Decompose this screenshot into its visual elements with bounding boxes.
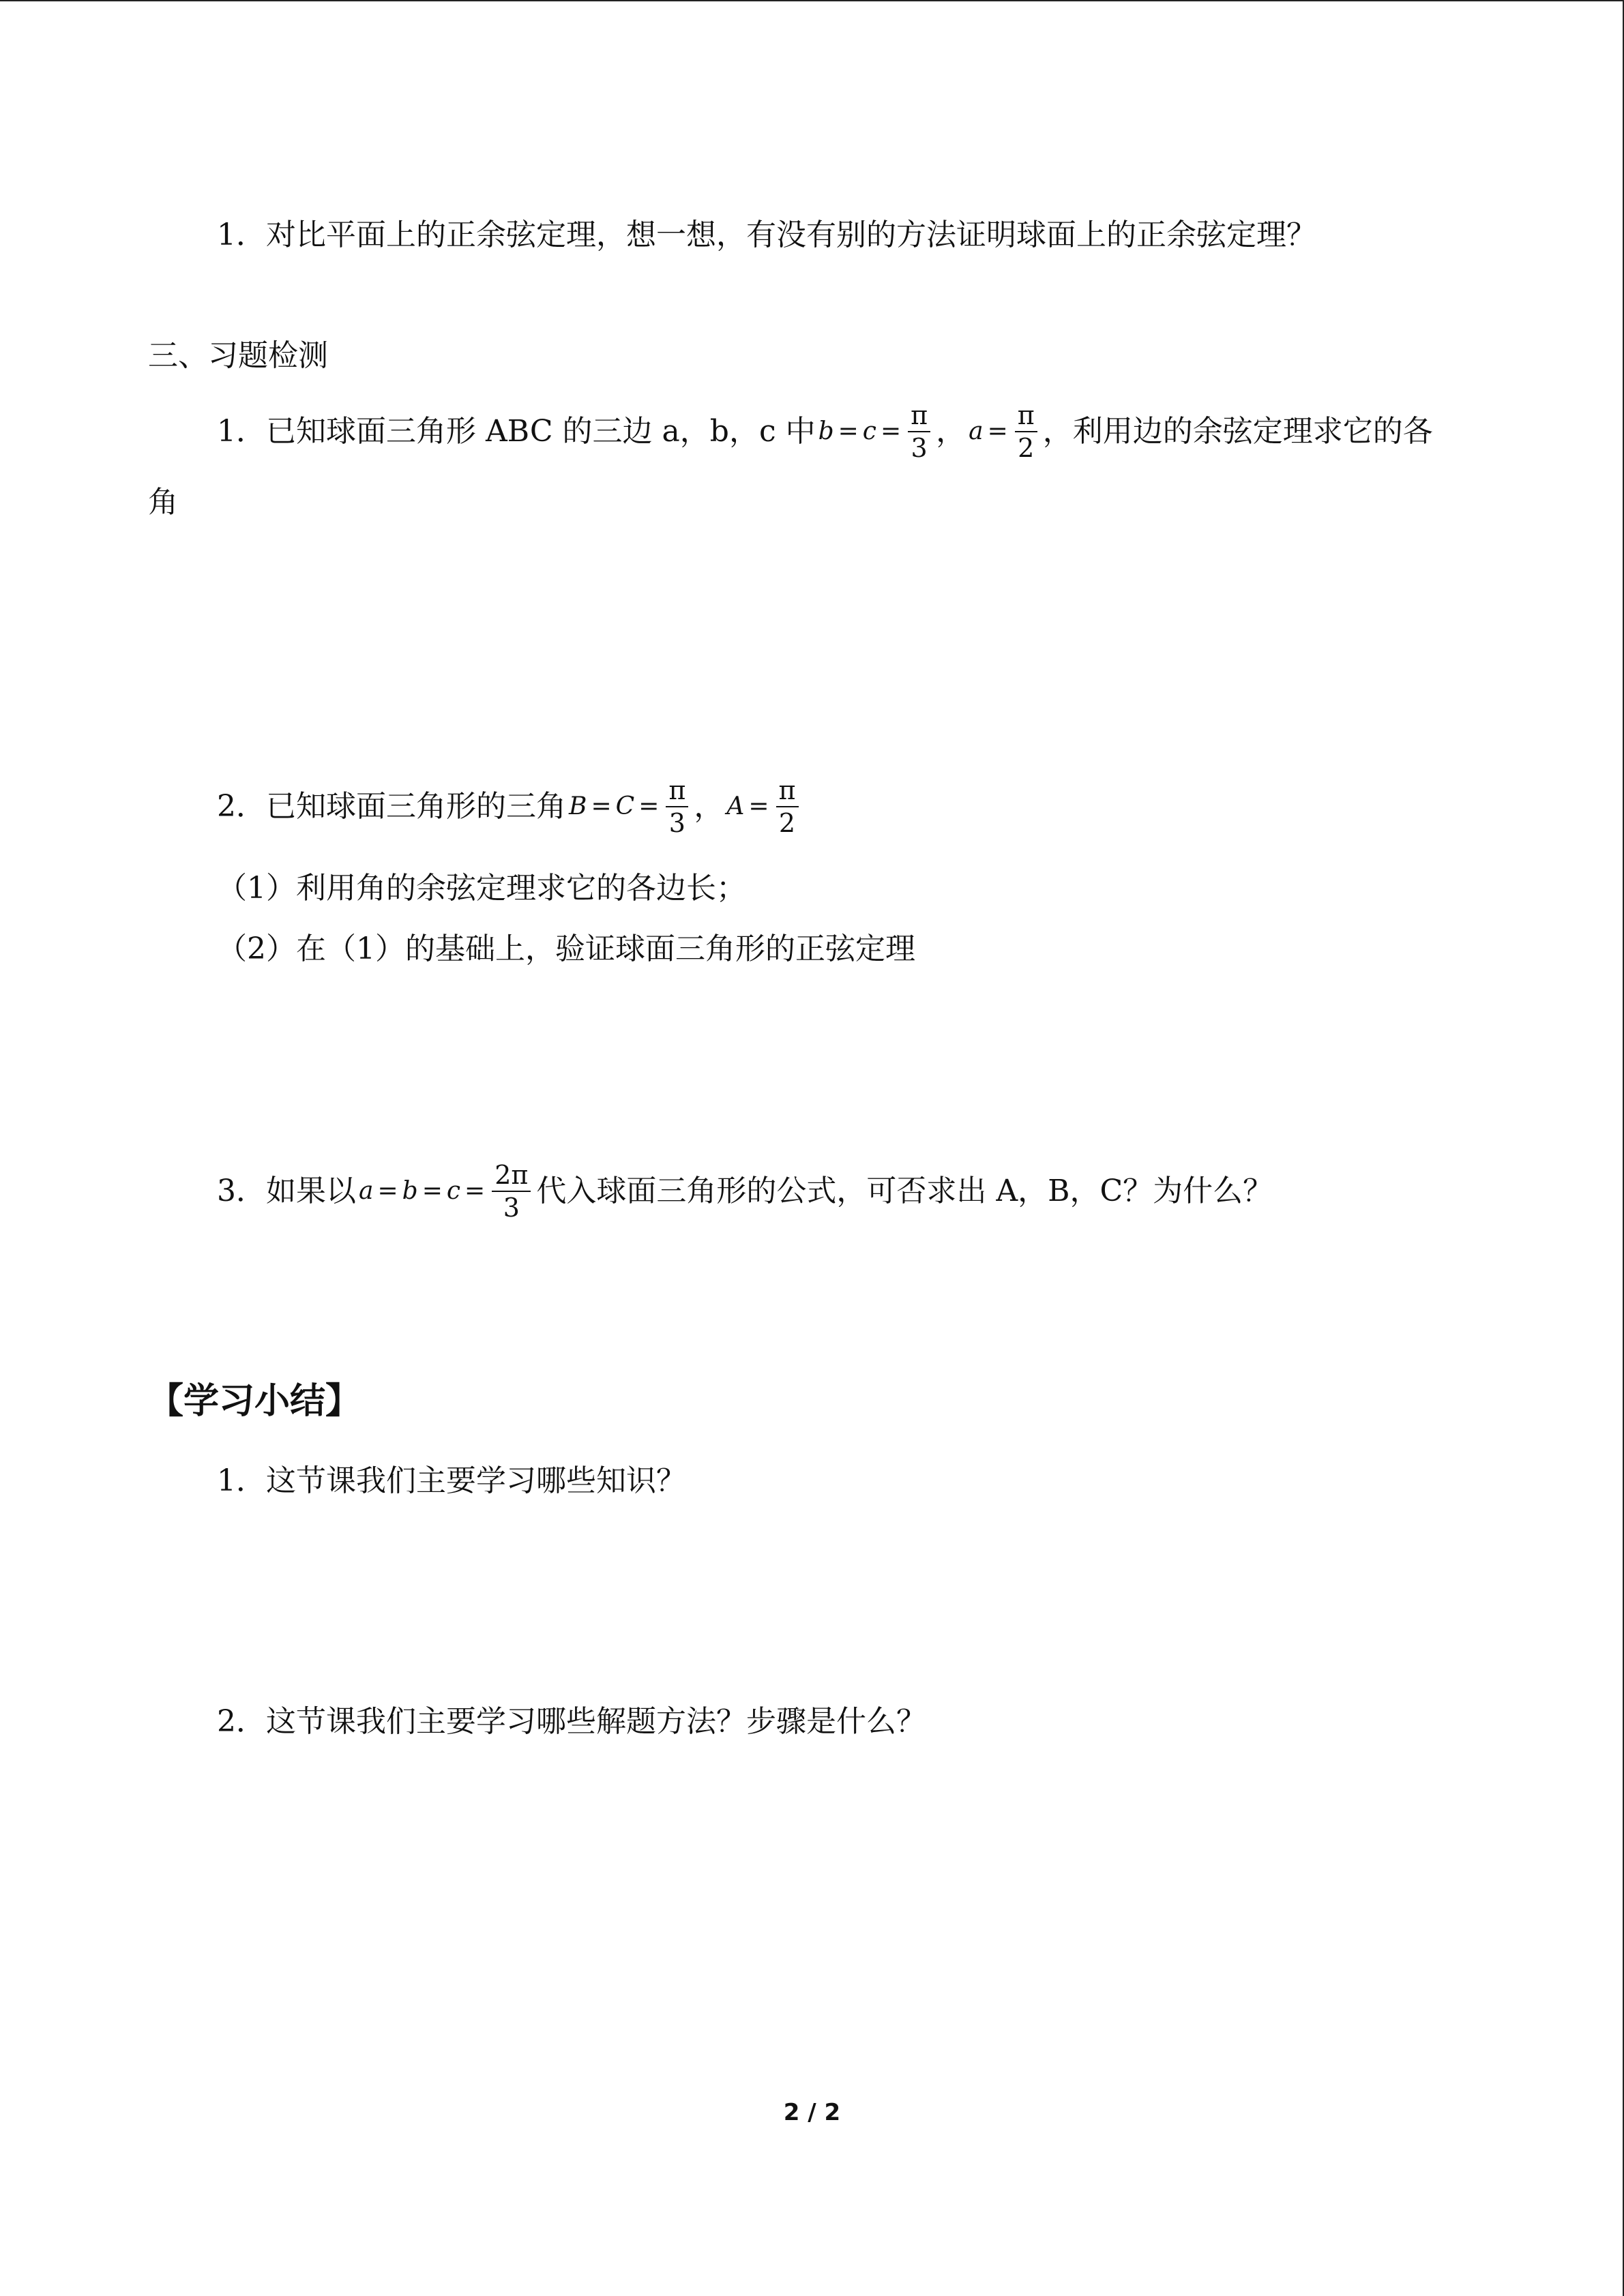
math-var-b: b bbox=[818, 417, 834, 445]
math-var-c: c bbox=[862, 417, 876, 445]
exercises-section-title-text: 三、习题检测 bbox=[148, 338, 328, 373]
page-number bbox=[0, 2099, 1624, 2126]
summary-heading bbox=[148, 1381, 361, 1422]
fraction-denominator: 3 bbox=[503, 1193, 520, 1223]
exercise-1-separator: ， bbox=[936, 414, 966, 449]
reflection-question-1-text: 1．对比平面上的正余弦定理，想一想，有没有别的方法证明球面上的正余弦定理？ bbox=[217, 218, 1316, 252]
page-number-text: 2 / 2 bbox=[783, 2099, 841, 2126]
exercise-3-prefix: 3．如果以 bbox=[217, 1174, 356, 1208]
fraction-denominator: 3 bbox=[668, 808, 685, 838]
fraction-numerator: π bbox=[776, 775, 799, 807]
exercise-2-subquestion-2 bbox=[217, 929, 915, 970]
fraction-numerator: π bbox=[666, 775, 688, 807]
math-equals: = bbox=[748, 792, 769, 820]
exercise-2-formula-2 bbox=[726, 775, 801, 839]
fraction-pi-over-2 bbox=[776, 775, 799, 839]
fraction-pi-over-3 bbox=[666, 775, 688, 839]
exercise-1 bbox=[217, 394, 1433, 469]
math-var-B: B bbox=[569, 792, 587, 820]
exercise-2-subquestion-1-text: （1）利用角的余弦定理求它的各边长； bbox=[217, 871, 746, 906]
exercise-2-subquestion-2-text: （2）在（1）的基础上，验证球面三角形的正弦定理 bbox=[217, 931, 915, 966]
fraction-numerator: 2π bbox=[492, 1159, 531, 1192]
math-equals: = bbox=[377, 1177, 398, 1205]
math-equals: = bbox=[987, 417, 1008, 445]
exercise-2-prefix: 2．已知球面三角形的三角 bbox=[217, 789, 566, 824]
math-var-C: C bbox=[615, 792, 635, 820]
fraction-pi-over-3 bbox=[908, 400, 930, 464]
exercise-2-formula-1 bbox=[569, 775, 691, 839]
fraction-numerator: π bbox=[1015, 400, 1037, 432]
reflection-question-1 bbox=[217, 215, 1316, 256]
exercise-1-continuation-text: 角 bbox=[148, 485, 178, 520]
summary-question-1 bbox=[217, 1461, 686, 1502]
fraction-pi-over-2 bbox=[1015, 400, 1037, 464]
exercise-1-continuation bbox=[148, 482, 178, 523]
math-equals: = bbox=[880, 417, 902, 445]
exercise-3-suffix: 代入球面三角形的公式，可否求出 A，B，C？为什么？ bbox=[536, 1174, 1273, 1208]
summary-question-2-text: 2．这节课我们主要学习哪些解题方法？步骤是什么？ bbox=[217, 1704, 926, 1739]
summary-question-2 bbox=[217, 1701, 926, 1742]
math-var-A: A bbox=[726, 792, 745, 820]
exercises-section-title bbox=[148, 336, 328, 376]
fraction-denominator: 3 bbox=[911, 433, 928, 463]
summary-heading-text: 【学习小结】 bbox=[148, 1381, 361, 1422]
math-var-a: a bbox=[969, 417, 984, 445]
math-var-b: b bbox=[402, 1177, 418, 1205]
exercise-3 bbox=[217, 1154, 1273, 1229]
math-equals: = bbox=[591, 792, 612, 820]
fraction-denominator: 2 bbox=[778, 808, 796, 838]
math-equals: = bbox=[422, 1177, 443, 1205]
exercise-1-formula-2 bbox=[969, 400, 1040, 464]
exercise-1-suffix: ，利用边的余弦定理求它的各 bbox=[1042, 414, 1433, 449]
math-equals: = bbox=[638, 792, 660, 820]
exercise-3-formula bbox=[359, 1159, 533, 1223]
exercise-1-formula-1 bbox=[818, 400, 934, 464]
math-equals: = bbox=[838, 417, 859, 445]
exercise-2 bbox=[217, 769, 804, 844]
summary-question-1-text: 1．这节课我们主要学习哪些知识？ bbox=[217, 1463, 686, 1498]
fraction-2pi-over-3 bbox=[492, 1159, 531, 1223]
math-var-c: c bbox=[446, 1177, 461, 1205]
exercise-2-subquestion-1 bbox=[217, 868, 746, 909]
exercise-2-separator: ， bbox=[694, 789, 724, 824]
fraction-numerator: π bbox=[908, 400, 930, 432]
math-var-a: a bbox=[359, 1177, 374, 1205]
fraction-denominator: 2 bbox=[1018, 433, 1035, 463]
math-equals: = bbox=[464, 1177, 486, 1205]
exercise-1-prefix: 1．已知球面三角形 ABC 的三边 a，b，c 中 bbox=[217, 414, 816, 449]
